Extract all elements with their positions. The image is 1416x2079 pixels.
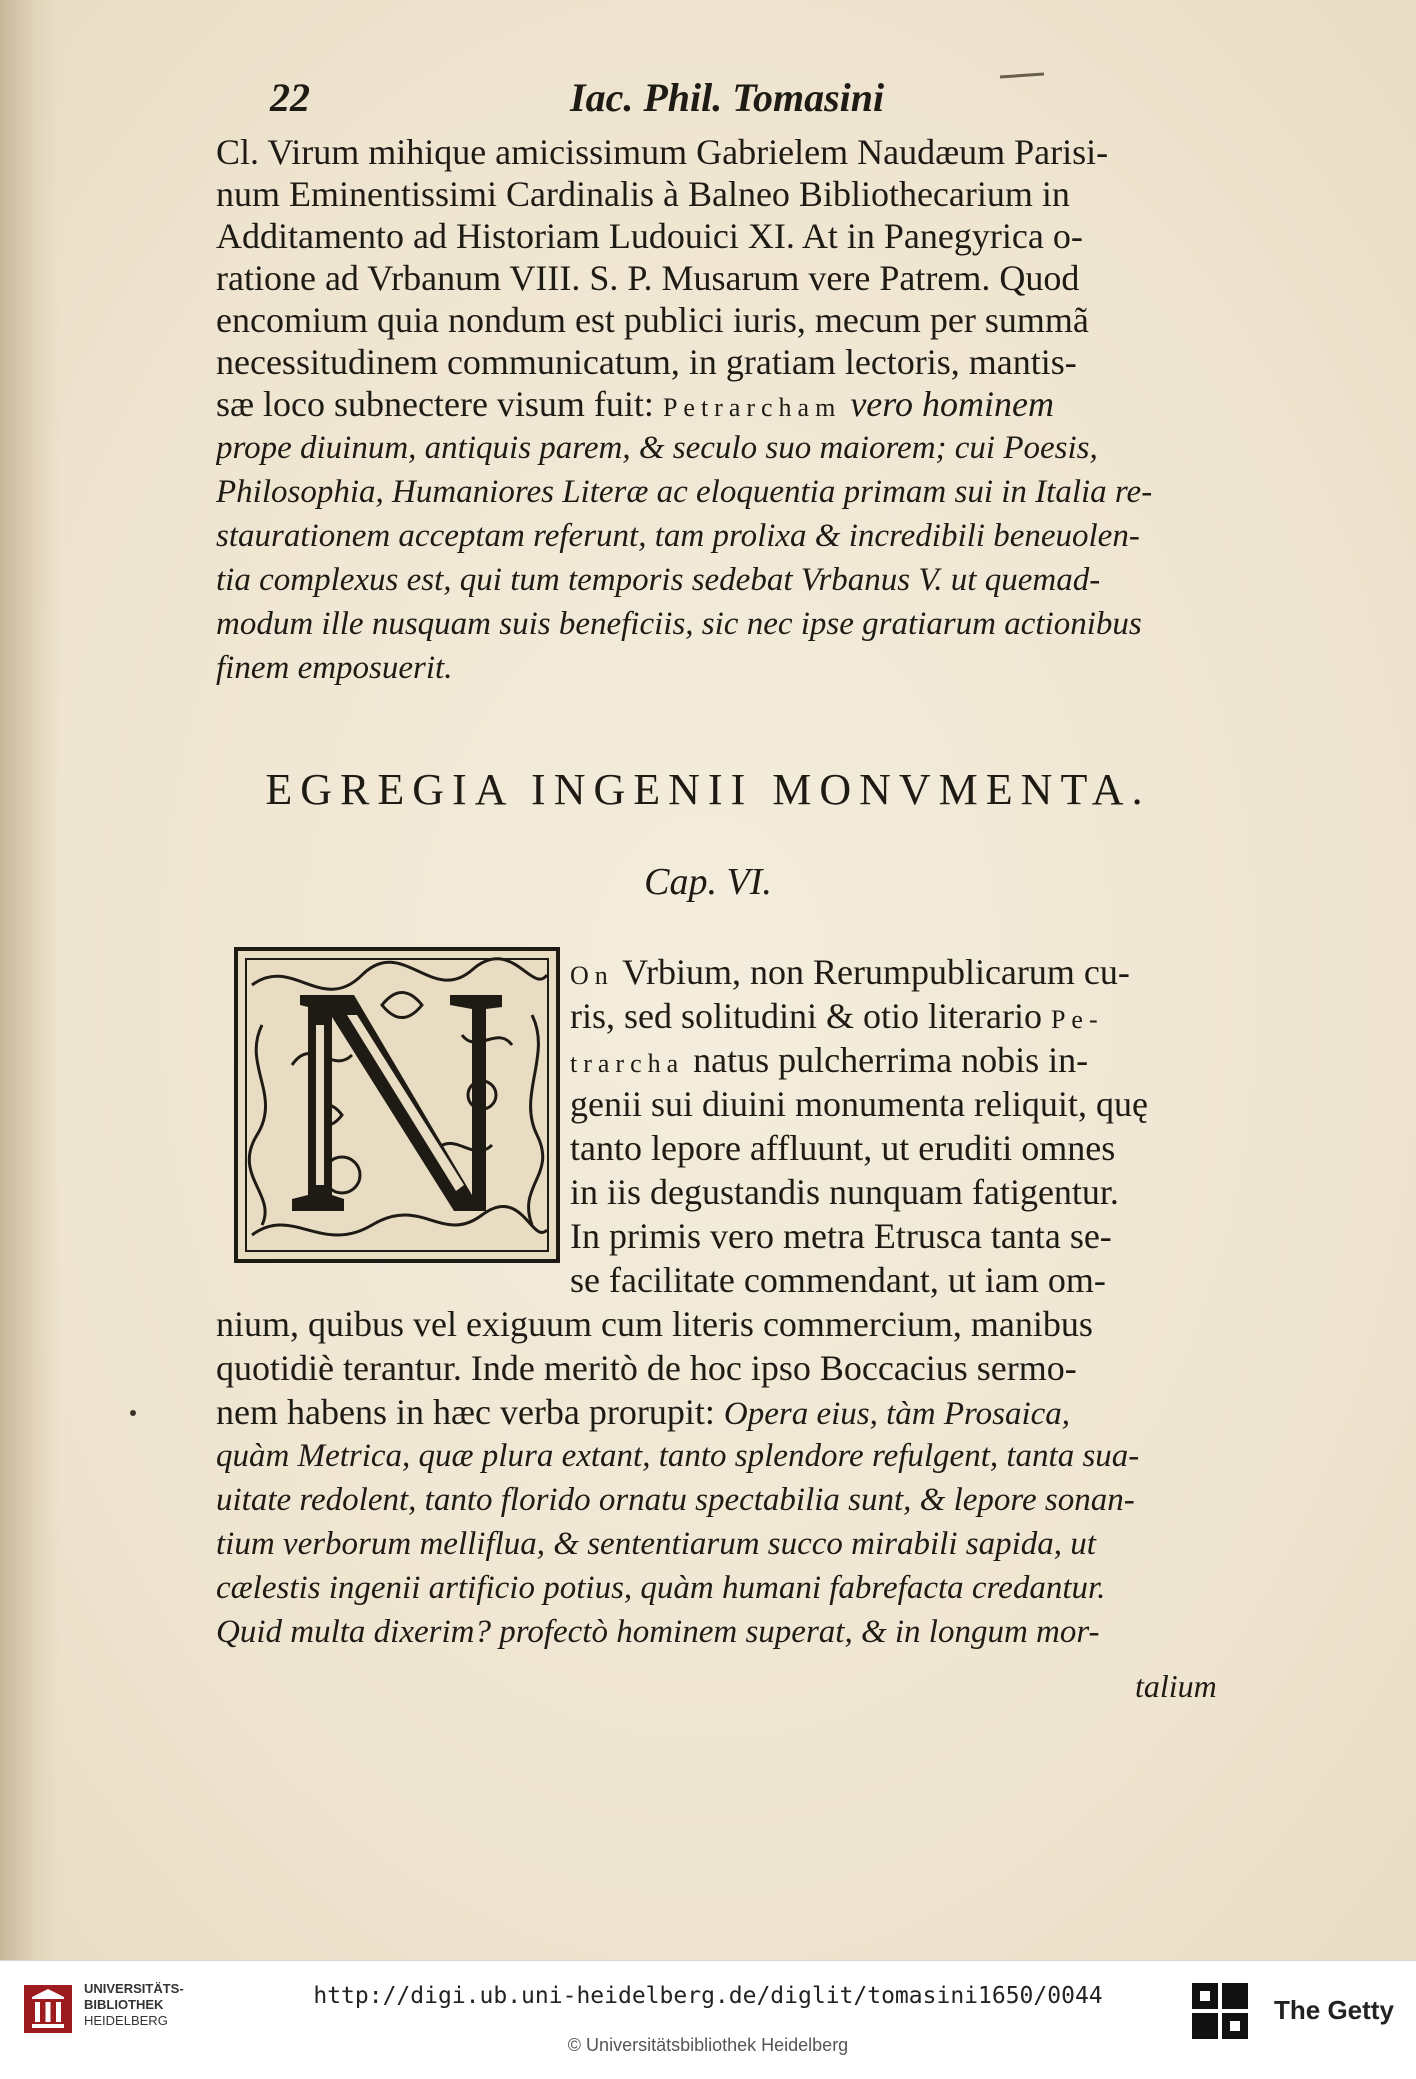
italic-line: tia complexus est, qui tum temporis sedebat Vrbanus V. ut quemad- <box>216 562 1101 598</box>
text-line <box>216 382 1300 430</box>
text-line <box>216 1390 1300 1436</box>
text-line: se facilitate commendant, ut iam om- <box>570 1260 1106 1300</box>
italic-line: uitate redolent, tanto florido ornatu spectabilia sunt, & lepore sonan- <box>216 1482 1135 1518</box>
text-run: nem habens in hæc verba prorupit: <box>216 1392 715 1432</box>
smallcaps-text: On <box>570 961 614 990</box>
italic-line: staurationem acceptam referunt, tam prolixa & incredibili beneuolen- <box>216 518 1140 554</box>
text-line: Additamento ad Historiam Ludouici XI. At in Panegyrica o- <box>216 216 1083 256</box>
viewer-footer <box>0 1960 1416 2079</box>
margin-dot <box>130 1410 136 1416</box>
copyright-notice: © Universitätsbibliothek Heidelberg <box>567 2035 849 2055</box>
italic-run: vero hominem <box>850 384 1054 424</box>
text-line: tanto lepore affluunt, ut eruditi omnes <box>570 1128 1116 1168</box>
smallcaps-name: Pe- <box>1050 1005 1104 1034</box>
italic-line: finem emposuerit. <box>216 650 453 686</box>
italic-line: Philosophia, Humaniores Literæ ac eloquentia primam sui in Italia re- <box>216 474 1153 510</box>
text-run: sæ loco subnectere visum fuit: <box>216 384 654 424</box>
text-line: quotidiè terantur. Inde meritò de hoc ipso Boccacius sermo- <box>216 1348 1077 1388</box>
smallcaps-name: trarcha <box>570 1049 685 1078</box>
text-line: Cl. Virum mihique amicissimum Gabrielem Naudæum Parisi- <box>216 132 1109 172</box>
italic-line: prope diuinum, antiquis parem, & seculo suo maiorem; cui Poesis, <box>216 430 1098 466</box>
running-head <box>270 74 1070 134</box>
text-line: ratione ad Vrbanum VIII. S. P. Musarum vere Patrem. Quod <box>216 258 1080 298</box>
getty-logo-icon[interactable] <box>1190 1981 1250 2041</box>
running-title: Iac. Phil. Tomasini <box>570 75 885 120</box>
catchword: talium <box>1135 1668 1217 1704</box>
partner-name[interactable]: The Getty <box>1274 1995 1394 2025</box>
text-line: In primis vero metra Etrusca tanta se- <box>570 1216 1112 1256</box>
text-line: genii sui diuini monumenta reliquit, quę <box>570 1084 1148 1124</box>
page-gutter-shadow <box>0 0 60 1960</box>
italic-line: tium verborum melliflua, & sententiarum succo mirabili sapida, ut <box>216 1526 1096 1562</box>
italic-line: modum ille nusquam suis beneficiis, sic nec ipse gratiarum actionibus <box>216 606 1142 642</box>
text-line: in iis degustandis nunquam fatigentur. <box>570 1172 1119 1212</box>
text-line <box>570 994 1300 1042</box>
page-number: 22 <box>270 75 310 120</box>
library-city: HEIDELBERG <box>84 2013 168 2028</box>
smallcaps-name: Petrarcham <box>662 393 842 422</box>
permalink-url[interactable]: http://digi.ub.uni-heidelberg.de/diglit/tomasini1650/0044 <box>313 1983 1103 2009</box>
section-title: EGREGIA INGENII MONVMENTA. <box>265 765 1151 814</box>
chapter-label: Cap. VI. <box>644 861 772 903</box>
text-line <box>570 950 1300 998</box>
text-line: necessitudinem communicatum, in gratiam lectoris, mantis- <box>216 342 1077 382</box>
text-line: num Eminentissimi Cardinalis à Balneo Bibliothecarium in <box>216 174 1070 214</box>
library-name-line: UNIVERSITÄTS- <box>84 1981 184 1996</box>
text-run: Vrbium, non Rerumpublicarum cu- <box>613 952 1130 992</box>
library-name-line: BIBLIOTHEK <box>84 1997 164 2012</box>
text-line: nium, quibus vel exiguum cum literis commercium, manibus <box>216 1304 1093 1344</box>
text-run: natus pulcherrima nobis in- <box>684 1040 1089 1080</box>
italic-run: Opera eius, tàm Prosaica, <box>723 1396 1071 1432</box>
text-run: ris, sed solitudini & otio literario <box>570 996 1042 1036</box>
text-line: encomium quia nondum est publici iuris, mecum per summã <box>216 300 1089 340</box>
italic-line: Quid multa dixerim? profectò hominem superat, & in longum mor- <box>216 1614 1100 1650</box>
decorated-initial-N-icon <box>232 945 562 1265</box>
italic-line: quàm Metrica, quæ plura extant, tanto splendore refulgent, tanta sua- <box>216 1438 1140 1474</box>
italic-line: cælestis ingenii artificio potius, quàm humani fabrefacta credantur. <box>216 1570 1106 1606</box>
text-line <box>570 1038 1300 1086</box>
